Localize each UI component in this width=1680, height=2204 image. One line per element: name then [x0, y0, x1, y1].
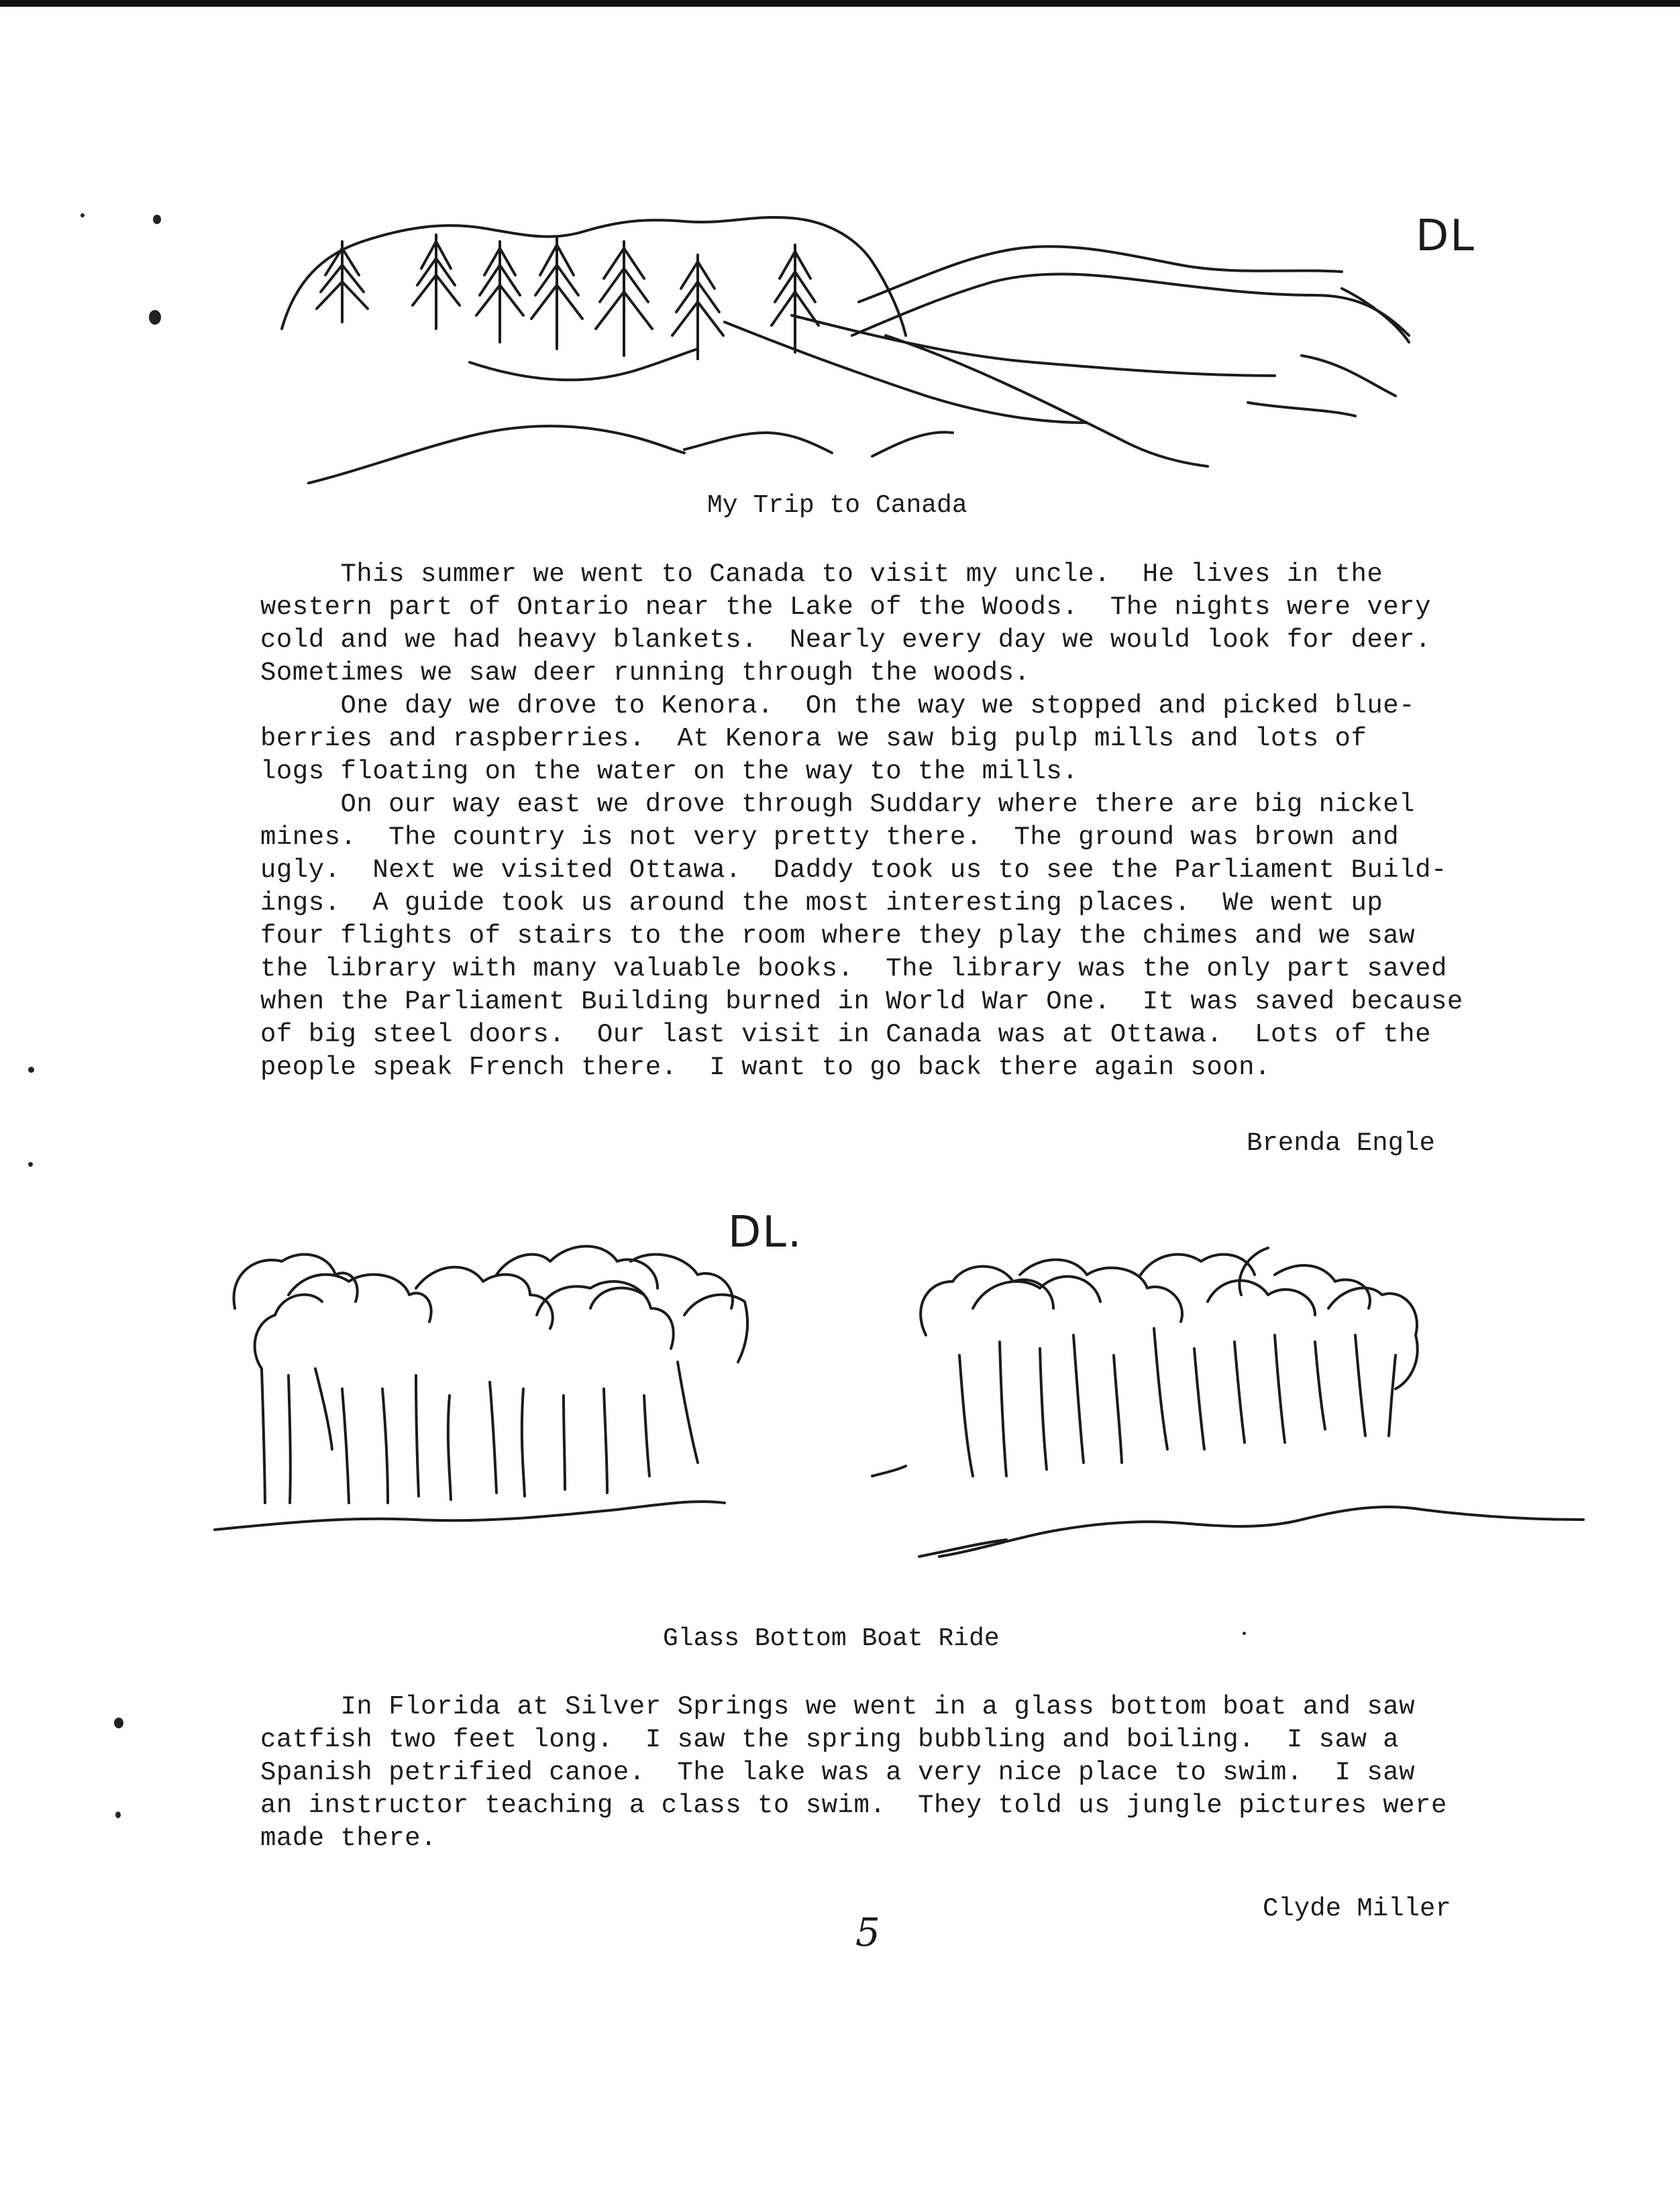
margin-speck [153, 215, 161, 224]
text-line: berries and raspberries. At Kenora we saw big pulp mills and lots of [260, 724, 1367, 753]
author-name: Brenda Engle [1247, 1129, 1435, 1158]
text-line: when the Parliament Building burned in World War One. It was saved because [260, 987, 1463, 1016]
text-line: western part of Ontario near the Lake of the Woods. The nights were very [260, 592, 1431, 622]
pine-trees [317, 235, 819, 359]
margin-speck [81, 213, 85, 217]
trees-drawing [215, 1235, 1597, 1583]
margin-speck [114, 1718, 123, 1728]
text-line: made there. [260, 1824, 437, 1853]
text-line: On our way east we drove through Suddary where there are big nickel [260, 790, 1416, 819]
text-line: catfish two feet long. I saw the spring bubbling and boiling. I saw a [260, 1725, 1400, 1754]
page-top-border [0, 0, 1680, 7]
text-line: Sometimes we saw deer running through the woods. [260, 658, 1031, 688]
text-line: This summer we went to Canada to visit my uncle. He lives in the [260, 560, 1383, 589]
text-line: cold and we had heavy blankets. Nearly every day we would look for deer. [260, 625, 1431, 655]
text-line: four flights of stairs to the room where they play the chimes and we saw [260, 921, 1416, 951]
forest-hills-drawing [268, 201, 1489, 496]
margin-speck [149, 310, 161, 325]
story-title-canada: My Trip to Canada [707, 491, 967, 520]
text-line: ings. A guide took us around the most interesting places. We went up [260, 888, 1383, 918]
margin-speck [115, 1812, 121, 1818]
margin-speck [28, 1162, 33, 1167]
story-body-boat [260, 1691, 1522, 1855]
text-line: ugly. Next we visited Ottawa. Daddy took us to see the Parliament Build- [260, 855, 1447, 885]
text-line: In Florida at Silver Springs we went in a glass bottom boat and saw [260, 1692, 1416, 1722]
text-line: mines. The country is not very pretty there. The ground was brown and [260, 823, 1400, 852]
text-line: an instructor teaching a class to swim. They told us jungle pictures were [260, 1791, 1447, 1820]
story-title-boat: Glass Bottom Boat Ride [663, 1624, 1000, 1653]
artist-initials-bottom: DL. [728, 1208, 803, 1257]
margin-speck [1243, 1632, 1246, 1635]
text-line: the library with many valuable books. The library was the only part saved [260, 954, 1447, 984]
author-name: Clyde Miller [1263, 1894, 1451, 1924]
page-number: 5 [855, 1909, 880, 1955]
text-line: people speak French there. I want to go back there again soon. [260, 1053, 1271, 1082]
text-line: One day we drove to Kenora. On the way we stopped and picked blue- [260, 691, 1416, 721]
text-line: Spanish petrified canoe. The lake was a very nice place to swim. I saw [260, 1758, 1416, 1787]
margin-speck [28, 1067, 34, 1073]
artist-initials-top: DL [1416, 211, 1475, 261]
story-body-canada [260, 558, 1522, 1084]
text-line: of big steel doors. Our last visit in Canada was at Ottawa. Lots of the [260, 1020, 1431, 1049]
text-line: logs floating on the water on the way to the mills. [260, 757, 1079, 786]
